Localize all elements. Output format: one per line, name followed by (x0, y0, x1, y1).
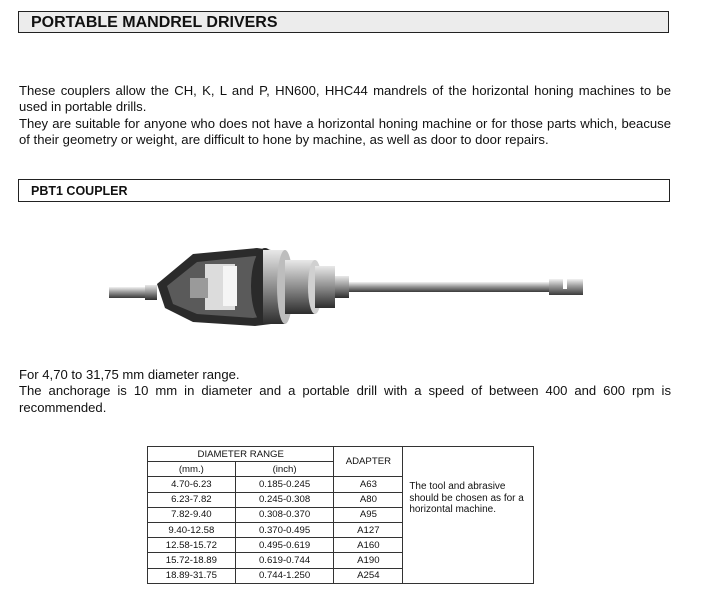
mm-cell: 15.72-18.89 (148, 553, 236, 568)
mm-cell: 7.82-9.40 (148, 507, 236, 522)
inch-cell: 0.245-0.308 (235, 492, 334, 507)
mm-header: (mm.) (148, 462, 236, 477)
intro-paragraph (19, 83, 671, 149)
mm-cell: 4.70-6.23 (148, 477, 236, 492)
adapter-header: ADAPTER (334, 447, 403, 477)
diameter-range-header: DIAMETER RANGE (148, 447, 334, 462)
adapter-cell: A160 (334, 538, 403, 553)
mm-cell: 9.40-12.58 (148, 522, 236, 537)
note-cell: The tool and abrasive should be chosen as for a horizontal machine. (403, 447, 534, 584)
adapter-cell: A80 (334, 492, 403, 507)
inch-cell: 0.744-1.250 (235, 568, 334, 583)
inch-cell: 0.185-0.245 (235, 477, 334, 492)
inch-cell: 0.370-0.495 (235, 522, 334, 537)
inch-cell: 0.308-0.370 (235, 507, 334, 522)
inch-cell: 0.495-0.619 (235, 538, 334, 553)
adapter-cell: A190 (334, 553, 403, 568)
table-header-row (148, 447, 534, 462)
page-title: PORTABLE MANDREL DRIVERS (18, 11, 669, 33)
adapter-cell: A63 (334, 477, 403, 492)
adapter-cell: A127 (334, 522, 403, 537)
inch-header: (inch) (235, 462, 334, 477)
description (19, 367, 671, 416)
mm-cell: 6.23-7.82 (148, 492, 236, 507)
adapter-cell: A95 (334, 507, 403, 522)
mm-cell: 18.89-31.75 (148, 568, 236, 583)
inch-cell: 0.619-0.744 (235, 553, 334, 568)
adapter-cell: A254 (334, 568, 403, 583)
description-line-1: For 4,70 to 31,75 mm diameter range. (19, 367, 240, 382)
intro-line-1: These couplers allow the CH, K, L and P, HN600, HHC44 mandrels of the horizontal honing machines to be used in portable drills. (19, 83, 671, 115)
diameter-range-table (147, 446, 534, 584)
mm-cell: 12.58-15.72 (148, 538, 236, 553)
section-title: PBT1 COUPLER (18, 179, 670, 202)
description-line-3: recommended. (19, 399, 107, 415)
description-line-2: The anchorage is 10 mm in diameter and a portable drill with a speed of between 400 and 600 rpm is (19, 383, 671, 399)
intro-line-2: They are suitable for anyone who does not have a horizontal honing machine or for those parts which, beacuse of their geometry or weight, are difficult to hone by machine, as well as door to door repairs. (19, 115, 671, 148)
pbt1-coupler-image (105, 236, 590, 336)
